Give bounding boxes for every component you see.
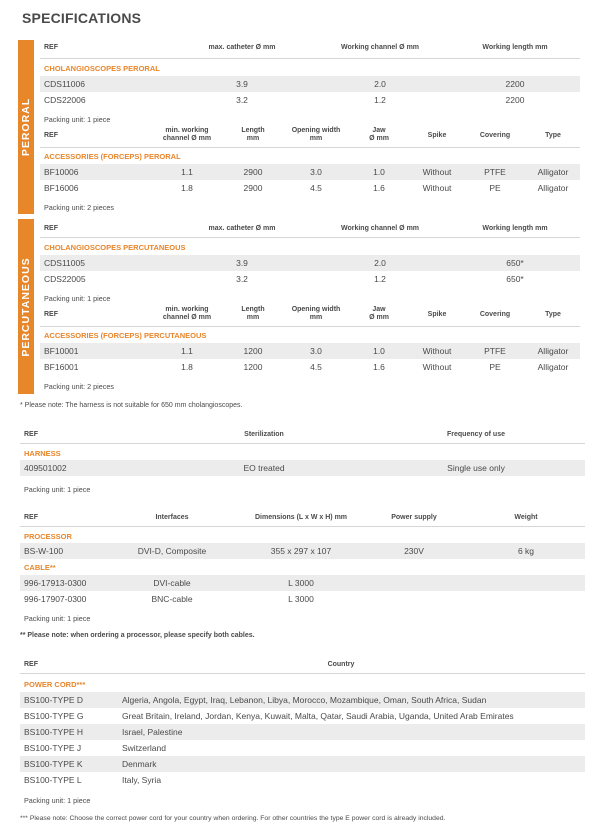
section-title: POWER CORD*** xyxy=(24,680,86,689)
table-row: BF16001 1.8 1200 4.5 1.6 Without PE Alligator xyxy=(44,362,569,372)
footnote: * Please note: The harness is not suitable for 650 mm cholangioscopes. xyxy=(20,402,243,409)
power-cord-header: REF Country xyxy=(24,661,355,668)
percutaneous-scope-header: REF max. catheter Ø mm Working channel Ø mm Working length mm xyxy=(44,225,548,232)
table-row: CDS11005 3.9 2.0 650* xyxy=(40,255,580,271)
harness-header: REF Sterilization Frequency of use xyxy=(24,431,505,438)
section-title: PROCESSOR xyxy=(24,532,72,541)
section-title: CHOLANGIOSCOPES PERCUTANEOUS xyxy=(44,243,186,252)
table-row: BS100-TYPE L Italy, Syria xyxy=(24,775,162,785)
packing-unit: Packing unit: 1 piece xyxy=(24,485,91,494)
footnote: ** Please note: when ordering a processor, please specify both cables. xyxy=(20,632,255,639)
section-title: CABLE** xyxy=(24,563,56,572)
peroral-acc-header: REF min. working channel Ø mm Length mm Opening width mm Jaw Ø mm Spike Covering Type xyxy=(44,127,561,142)
table-row: 409501002 EO treated Single use only xyxy=(20,460,585,476)
packing-unit: Packing unit: 1 piece xyxy=(24,796,91,805)
table-row: BS100-TYPE K Denmark xyxy=(20,756,585,772)
table-row: BF10001 1.1 1200 3.0 1.0 Without PTFE Alligator xyxy=(40,343,580,359)
table-row: 996-17913-0300 DVI-cable L 3000 xyxy=(20,575,585,591)
section-title: ACCESSORIES (FORCEPS) PERORAL xyxy=(44,152,181,161)
col-catheter: max. catheter Ø mm xyxy=(208,44,276,51)
table-row: BS100-TYPE J Switzerland xyxy=(24,743,166,753)
tab-percutaneous-label: PERCUTANEOUS xyxy=(20,256,32,357)
table-row: 996-17907-0300 BNC-cable L 3000 xyxy=(24,594,314,604)
table-row: CDS22006 3.2 1.2 2200 xyxy=(44,95,525,105)
table-row: BF16006 1.8 2900 4.5 1.6 Without PE Alligator xyxy=(44,183,569,193)
tab-percutaneous xyxy=(18,219,34,394)
tab-peroral xyxy=(18,40,34,214)
table-row: BS100-TYPE H Israel, Palestine xyxy=(20,724,585,740)
packing-unit: Packing unit: 2 pieces xyxy=(44,203,114,212)
packing-unit: Packing unit: 2 pieces xyxy=(44,382,114,391)
percutaneous-acc-header: REF min. working channel Ø mm Length mm Opening width mm Jaw Ø mm Spike Covering Type xyxy=(44,306,561,321)
section-title: CHOLANGIOSCOPES PERORAL xyxy=(44,64,160,73)
col-channel: Working channel Ø mm xyxy=(340,44,420,51)
packing-unit: Packing unit: 1 piece xyxy=(44,294,111,303)
page-title: SPECIFICATIONS xyxy=(22,10,142,26)
table-row: CDS22005 3.2 1.2 650* xyxy=(44,274,524,284)
section-title: ACCESSORIES (FORCEPS) PERCUTANEOUS xyxy=(44,331,207,340)
table-row: BS100-TYPE G Great Britain, Ireland, Jordan, Kenya, Kuwait, Malta, Qatar, Saudi Arabia, Uganda, United Arab Emirates xyxy=(24,711,514,721)
table-row: BF10006 1.1 2900 3.0 1.0 Without PTFE Alligator xyxy=(40,164,580,180)
table-row: BS100-TYPE D Algeria, Angola, Egypt, Iraq, Lebanon, Libya, Morocco, Mozambique, Oman, South Africa, Sudan xyxy=(20,692,585,708)
peroral-scope-header xyxy=(40,44,580,56)
packing-unit: Packing unit: 1 piece xyxy=(24,614,91,623)
col-ref: REF xyxy=(44,44,58,51)
table-row: BS-W-100 DVI-D, Composite 355 x 297 x 107 230V 6 kg xyxy=(20,543,585,559)
footnote: *** Please note: Choose the correct power cord for your country when ordering. For other countries the type E power cord is already included. xyxy=(20,815,446,822)
packing-unit: Packing unit: 1 piece xyxy=(44,115,111,124)
processor-header: REF Interfaces Dimensions (L x W x H) mm Power supply Weight xyxy=(24,514,538,521)
tab-peroral-label: PERORAL xyxy=(20,97,32,157)
col-length: Working length mm xyxy=(482,44,548,51)
table-row: CDS11006 3.9 2.0 2200 xyxy=(40,76,580,92)
section-title: HARNESS xyxy=(24,449,61,458)
